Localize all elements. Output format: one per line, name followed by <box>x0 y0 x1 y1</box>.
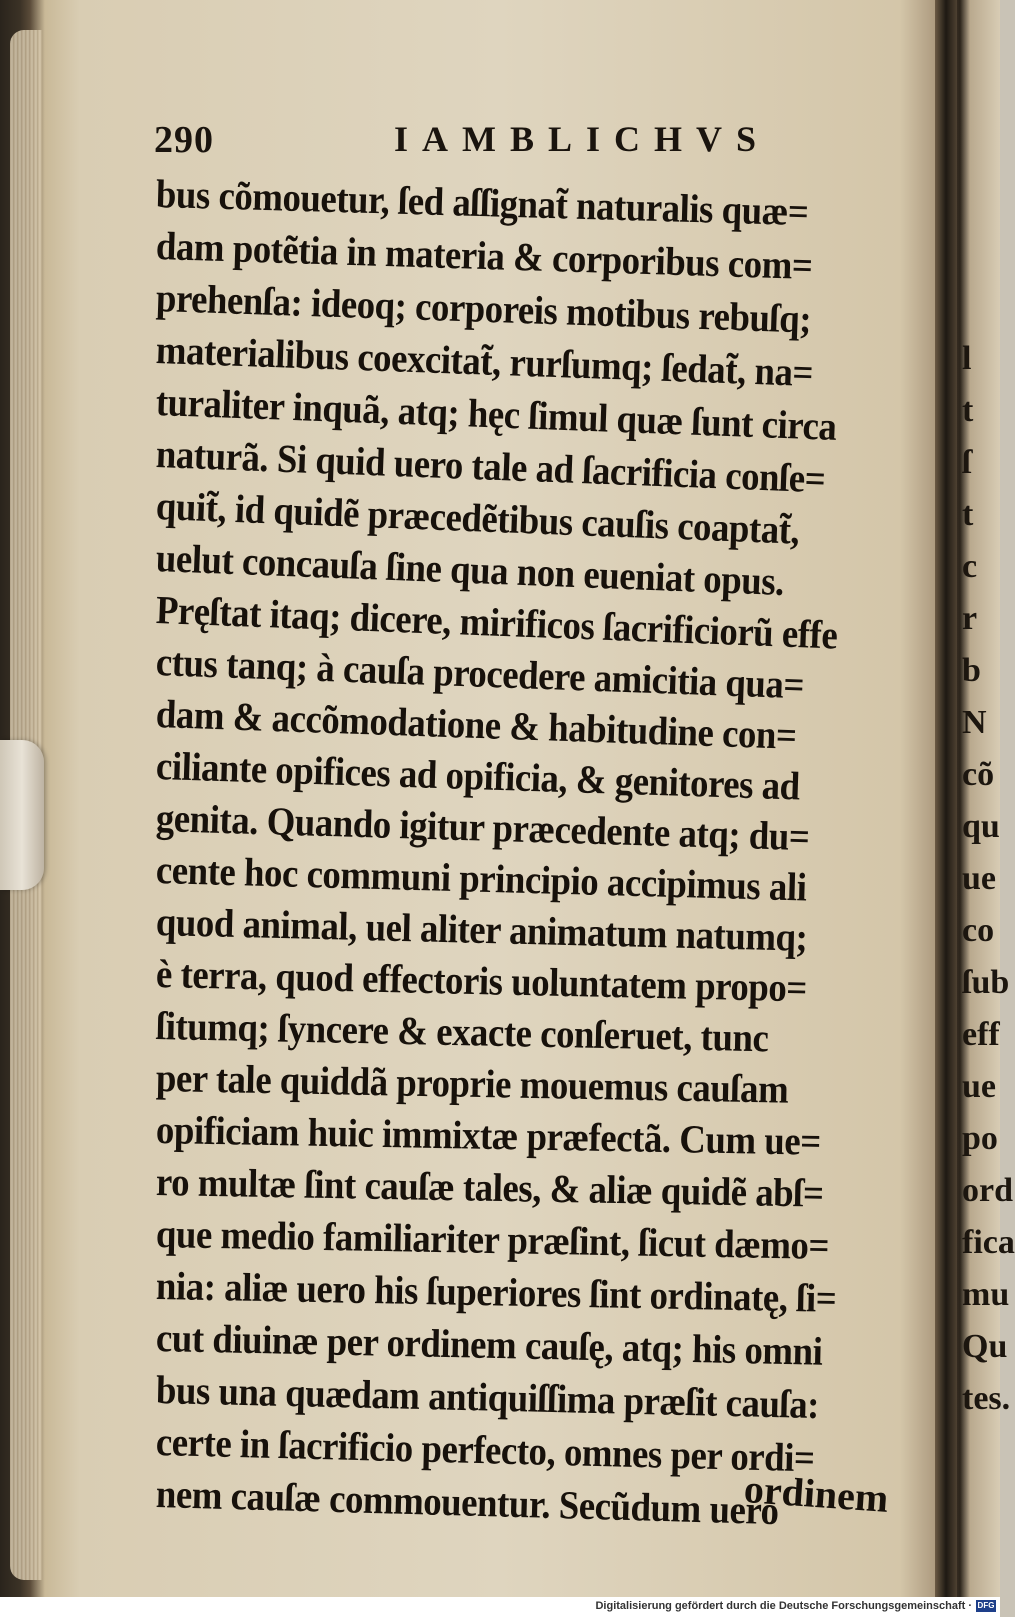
text-line: materialibus coexcitat̃, rurſumq; ſedat̃, na= <box>155 327 814 396</box>
next-page-text: ue <box>962 1068 996 1105</box>
book-clip <box>0 740 44 890</box>
next-page-text: eff <box>962 1016 1000 1053</box>
next-page-text: ſub <box>962 964 1010 1001</box>
text-line: per tale quiddã proprie mouemus cauſam <box>155 1055 789 1112</box>
page-header <box>154 118 844 168</box>
next-page-text: Qu <box>962 1328 1008 1365</box>
next-page-text: r <box>962 600 978 637</box>
running-head: IAMBLICHVS <box>394 119 771 159</box>
next-page-text: ord <box>962 1172 1013 1209</box>
next-page-text: co <box>962 912 995 949</box>
dfg-logo: DFG <box>977 1601 995 1610</box>
next-page-text: qu <box>962 808 1000 845</box>
body-text <box>155 168 896 1534</box>
next-page-text: tes. <box>962 1380 1011 1417</box>
next-page-text: ſ <box>962 444 972 481</box>
digitization-credit: Digitalisierung gefördert durch die Deutsche Forschungsgemeinschaft · <box>595 1600 972 1612</box>
text-line: cente hoc communi principio accipimus ali <box>155 847 808 910</box>
text-line: cut diuinæ per ordinem cauſę, atq; his omni <box>155 1315 823 1374</box>
text-line: dam potẽtia in materia & corporibus com= <box>155 223 814 289</box>
next-page-text: mu <box>962 1276 1010 1313</box>
text-line: genita. Quando igitur præcedente atq; du= <box>155 795 811 860</box>
next-page-text: l <box>962 340 972 377</box>
text-line: ctus tanq; à cauſa procedere amicitia qua= <box>155 639 805 708</box>
text-line: ciliante opifices ad opificia, & genitores ad <box>155 743 801 809</box>
text-line: bus cõmouetur, ſed aſſignat̃ naturalis quæ= <box>155 171 809 235</box>
next-page-text: t <box>962 392 974 429</box>
text-line: ro multæ ſint cauſæ tales, & aliæ quidẽ abſ= <box>155 1159 824 1216</box>
text-line: bus una quædam antiquiſſima præſit cauſa: <box>155 1367 820 1428</box>
next-page-text: po <box>962 1120 998 1157</box>
next-page-text: b <box>962 652 981 689</box>
next-page-text: ue <box>962 860 996 897</box>
next-page-text: t <box>962 496 974 533</box>
text-line: quod animal, uel aliter animatum natumq; <box>155 899 808 960</box>
text-line: que medio familiariter præſint, ſicut dæmo= <box>155 1211 830 1268</box>
book-gutter <box>935 0 957 1597</box>
text-line: quit̃, id quidẽ præcedẽtibus cauſis coaptat̃, <box>155 483 801 553</box>
text-line: turaliter inquã, atq; hęc ſimul quæ ſunt circa <box>155 379 838 449</box>
text-line: naturã. Si quid uero tale ad ſacrificia conſe= <box>155 431 827 502</box>
book-page <box>44 20 934 1580</box>
text-line: Pręſtat itaq; dicere, mirificos ſacrificiorũ effe <box>155 587 839 658</box>
text-line: nia: aliæ uero his ſuperiores ſint ordinatę, ſi= <box>155 1263 837 1321</box>
text-line: uelut concauſa ſine qua non eueniat opus. <box>155 535 785 604</box>
text-line: prehenſa: ideoq; corporeis motibus rebuſq; <box>155 275 812 342</box>
catchword: ordinem <box>742 1466 890 1521</box>
next-page-text: c <box>962 548 978 585</box>
next-page-text: fica <box>962 1224 1015 1261</box>
next-page-fragment <box>958 0 1015 1597</box>
page-number: 290 <box>154 119 214 161</box>
text-line: ſitumq; ſyncere & exacte conſeruet, tunc <box>155 1003 769 1061</box>
text-line: opificiam huic immixtæ præfectã. Cum ue= <box>155 1107 822 1164</box>
next-page-text: N <box>962 704 987 741</box>
next-page-text: cõ <box>962 756 995 793</box>
text-line: nem cauſæ commouentur. Secũdum uero <box>155 1471 780 1534</box>
text-line: certe in ſacrificio perfecto, omnes per ordi= <box>155 1419 816 1481</box>
text-line: dam & accõmodatione & habitudine con= <box>155 691 798 758</box>
text-line: è terra, quod effectoris uoluntatem propo= <box>155 951 808 1011</box>
